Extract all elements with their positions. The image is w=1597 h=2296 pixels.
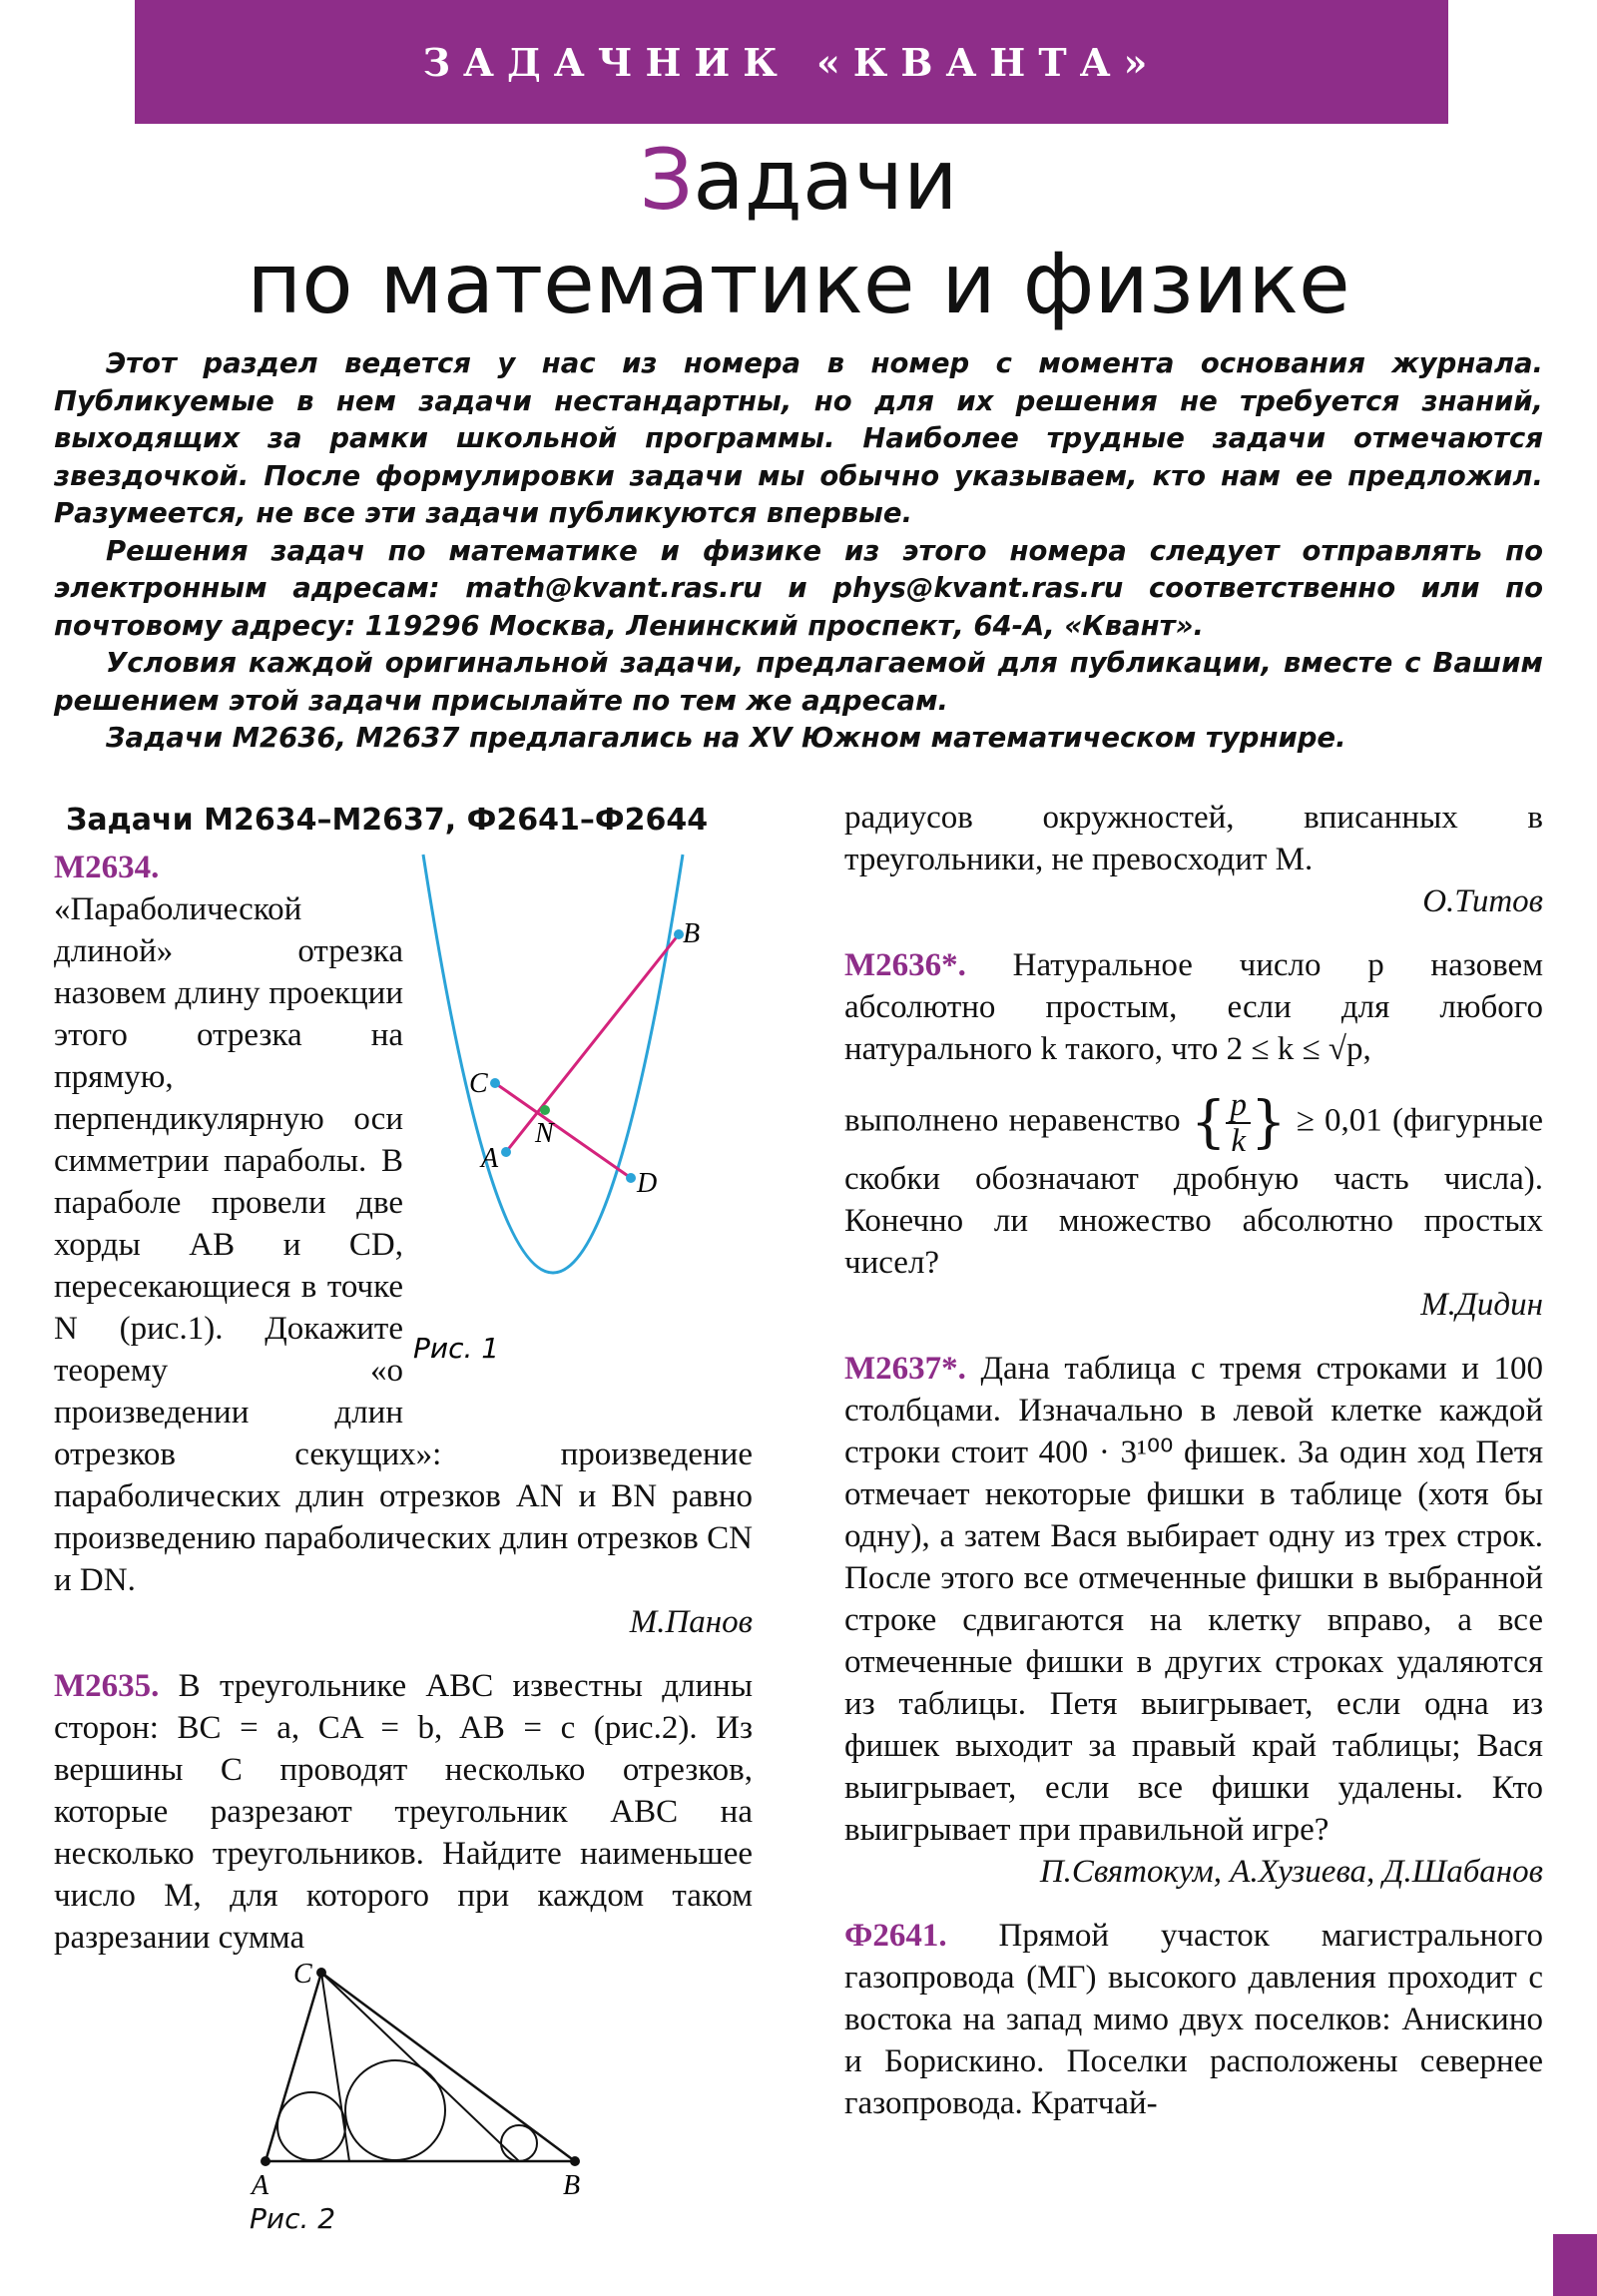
point-a <box>501 1147 511 1157</box>
intro-paragraph-1: Этот раздел ведется у нас из номера в номер с момента основания журнала. Публикуемые в нем задачи нестандартны, но для их решения не требуется знаний, выходящих за рамки школьной программы. Наиболее трудные задачи отмечаются звездочкой. После формулировки задачи мы обычно указываем, кто нам ее предложил. Разумеется, не все эти задачи публикуются впервые. <box>54 347 1543 529</box>
chord-ab <box>506 934 679 1152</box>
incircle-3 <box>501 2125 537 2161</box>
section-banner-text: ЗАДАЧНИК «КВАНТА» <box>422 39 1161 85</box>
problem-m2636-author: М.Дидин <box>1420 1287 1543 1323</box>
problem-m2636-text-a: Натуральное число p назовем абсолютно простым, если для любого натурального k такого, что 2 ≤ k ≤ √p, <box>844 947 1543 1067</box>
vertex-b <box>570 2156 580 2166</box>
incircle-2 <box>345 2060 445 2160</box>
problem-m2636-inequality <box>844 1088 1543 1284</box>
label-b: B <box>683 918 701 949</box>
problem-m2637-id: М2637*. <box>844 1351 966 1387</box>
brace-close: } <box>1250 1090 1287 1155</box>
problem-m2636-text-b: выполнено неравенство <box>844 1102 1181 1139</box>
figure-1-drawing <box>413 853 753 1392</box>
problem-m2635 <box>54 1665 753 1959</box>
fraction-numerator: p <box>1226 1088 1251 1124</box>
title-line2: по математике и физике <box>247 235 1350 332</box>
point-d <box>626 1173 636 1183</box>
problem-m2637-author: П.Святокум, А.Хузиева, Д.Шабанов <box>1039 1854 1543 1890</box>
intro-text <box>54 345 1543 758</box>
parabola-curve <box>423 855 683 1273</box>
brace-open: { <box>1190 1090 1227 1155</box>
figure-2-caption: Рис. 2 <box>250 2202 336 2235</box>
title-first-letter: З <box>639 131 694 229</box>
left-column <box>54 799 753 1959</box>
fraction <box>1226 1088 1251 1158</box>
triangle-side-ac <box>266 1973 321 2161</box>
problem-m2637 <box>844 1348 1543 1851</box>
figure-1 <box>413 853 753 1392</box>
problem-f2641-text: Прямой участок магистрального газопровода (МГ) высокого давления проходит с востока на запад мимо двух поселков: Анискино и Борискино. Поселки расположены севернее газопровода. Кратчай- <box>844 1918 1543 2121</box>
problem-m2636 <box>844 944 1543 1070</box>
problem-f2641 <box>844 1915 1543 2124</box>
problem-m2634-author: М.Панов <box>629 1604 753 1640</box>
intro-paragraph-4: Задачи М2636, М2637 предлагались на XV Южном математическом турнире. <box>106 722 1346 754</box>
point-c <box>490 1078 500 1088</box>
page-title <box>0 128 1597 335</box>
problems-heading: Задачи М2634–М2637, Ф2641–Ф2644 <box>66 803 709 838</box>
figure-2-drawing <box>220 1957 619 2216</box>
chord-cd <box>495 1083 631 1178</box>
intro-paragraph-3: Условия каждой оригинальной задачи, предлагаемой для публикации, вместе с Вашим решением этой задачи присылайте по тем же адресам. <box>54 647 1543 717</box>
figure-1-caption: Рис. 1 <box>413 1332 500 1365</box>
title-line1: адачи <box>693 131 958 229</box>
label-c: C <box>469 1068 488 1099</box>
problem-m2635-continuation: радиусов окружностей, вписанных в треугольники, не превосходит M. <box>844 800 1543 877</box>
problem-m2637-text: Дана таблица с тремя строками и 100 столбцами. Изначально в левой клетке каждой строки стоит 400 · 3¹⁰⁰ фишек. За один ход Петя отмечает некоторые фишки в таблице (хотя бы одну), а затем Вася выбирает одну из трех строк. После этого все отмеченные фишки в выбранной строке сдвигаются на клетку вправо, а все отмеченные фишки в других строках удаляются из таблицы. Петя выигрывает, если одна из фишек выходит за правый край таблицы; Вася выигрывает, если все фишки удалены. Кто выигрывает при правильной игре? <box>844 1351 1543 1848</box>
label-n: N <box>535 1118 554 1149</box>
point-n <box>540 1105 550 1115</box>
problem-m2635-id: М2635. <box>54 1668 160 1704</box>
section-banner <box>135 0 1448 124</box>
problem-m2636-id: М2636*. <box>844 947 966 983</box>
vertex-c <box>316 1968 326 1978</box>
problem-m2636-text-c: ≥ 0,01 (фигурные скобки обозначают дробную часть числа). Конечно ли множество абсолютно простых чисел? <box>844 1102 1544 1281</box>
problem-f2641-id: Ф2641. <box>844 1918 947 1954</box>
vertex-a <box>261 2156 270 2166</box>
intro-paragraph-2: Решения задач по математике и физике из этого номера следует отправлять по электронным адресам: math@kvant.ras.ru и phys@kvant.ras.ru соответственно или по почтовому адресу: 119296 Москва, Ленинский проспект, 64-А, «Квант». <box>54 534 1543 642</box>
incircle-1 <box>277 2092 345 2160</box>
problem-m2634 <box>54 847 753 1601</box>
page-corner-marker <box>1553 2234 1597 2296</box>
problem-m2635-author: О.Титов <box>1422 883 1543 919</box>
fraction-denominator: k <box>1231 1123 1247 1159</box>
label-a: A <box>481 1143 499 1174</box>
right-column <box>844 797 1543 2124</box>
problem-m2635-text: В треугольнике ABC известны длины сторон: BC = a, CA = b, AB = c (рис.2). Из вершины C проводят несколько отрезков, которые разрезают треугольник ABC на несколько треугольников. Найдите наименьшее число M, для которого при каждом таком разрезании сумма <box>54 1668 753 1956</box>
fig2-label-a: A <box>252 2170 269 2201</box>
problem-m2634-text: «Параболической длиной» отрезка назовем длину проекции этого отрезка на прямую, перпендикулярную оси симметрии параболы. В параболе провели две хорды AB и CD, пересекающиеся в точке N (рис.1). Докажите теорему «о произведении длин отрезков секущих»: произведение параболических длин отрезков AN и BN равно произведению параболических длин отрезков CN и DN. <box>54 891 753 1598</box>
problem-m2634-id: М2634. <box>54 850 160 885</box>
label-d: D <box>637 1168 658 1199</box>
triangle-side-bc <box>321 1973 575 2161</box>
fig2-label-c: C <box>293 1959 312 1990</box>
fig2-label-b: B <box>563 2170 581 2201</box>
